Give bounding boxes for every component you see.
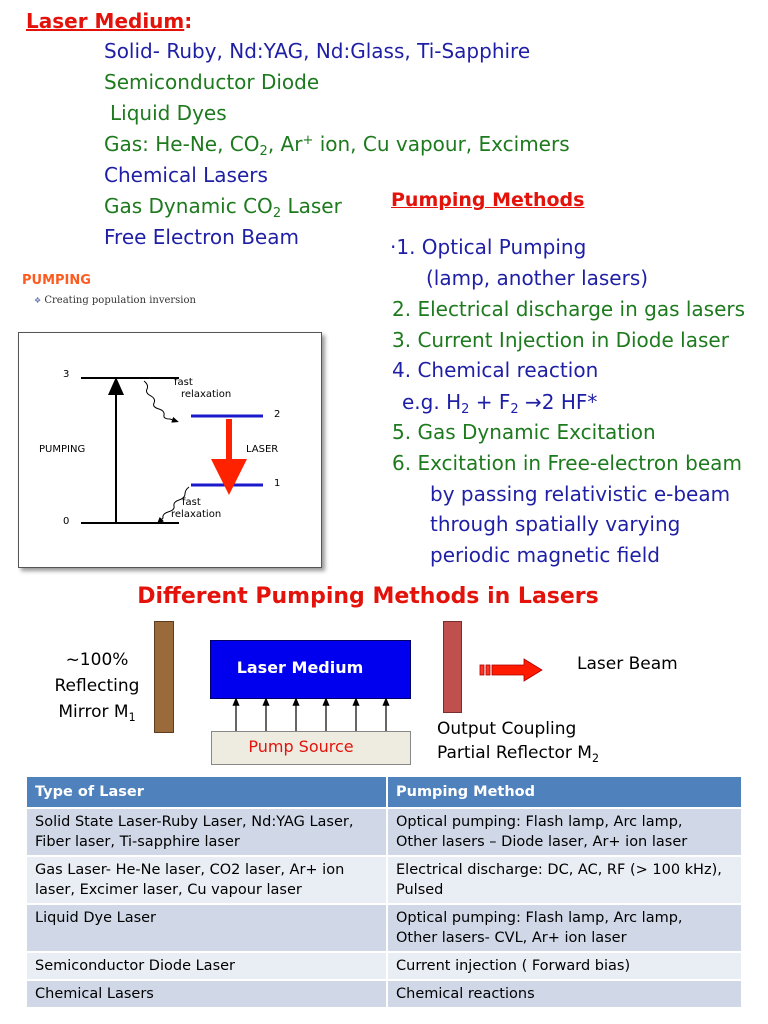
table-row bbox=[27, 953, 741, 979]
table-cell-type: Liquid Dye Laser bbox=[27, 905, 386, 951]
pumping-item-2: 2. Electrical discharge in gas lasers bbox=[392, 297, 746, 321]
level-0-label: 0 bbox=[63, 516, 70, 527]
table-cell-method: Optical pumping: Flash lamp, Arc lamp, Other lasers- CVL, Ar+ ion laser bbox=[388, 905, 741, 951]
table-cell-type: Solid State Laser-Ruby Laser, Nd:YAG Laser, Fiber laser, Ti-sapphire laser bbox=[27, 809, 386, 855]
energy-level-diagram bbox=[18, 332, 322, 568]
laser-medium-box-label: Laser Medium bbox=[236, 658, 364, 677]
medium-gas-dynamic: Gas Dynamic $CO_2$ Laser bbox=[104, 194, 342, 221]
table-row bbox=[27, 905, 741, 951]
table-cell-method: Chemical reactions bbox=[388, 981, 741, 1007]
pumping-methods-heading: Pumping Methods bbox=[391, 189, 585, 211]
fast-relaxation-bottom: fast relaxation bbox=[171, 497, 222, 520]
table-row bbox=[27, 809, 741, 855]
mirror-m1-label: ~100% Reflecting Mirror $M_1$ bbox=[54, 650, 140, 724]
table-header-type: Type of Laser bbox=[27, 777, 386, 807]
medium-chemical: Chemical Lasers bbox=[104, 163, 268, 187]
mirror-m1 bbox=[154, 621, 174, 733]
pumping-item-6-line2: by passing relativistic e-beam bbox=[430, 482, 731, 506]
mirror-m2 bbox=[443, 621, 462, 713]
pumping-item-1-detail: (lamp, another lasers) bbox=[426, 266, 649, 290]
laser-pumping-table bbox=[25, 775, 743, 1009]
pumping-label: PUMPING bbox=[39, 444, 86, 455]
pumping-item-6-line3: through spatially varying bbox=[430, 512, 681, 536]
table-cell-type: Semiconductor Diode Laser bbox=[27, 953, 386, 979]
pumping-item-4-example: e.g. $H_2 + F_2 \to 2$ HF* bbox=[402, 390, 598, 417]
medium-free-electron: Free Electron Beam bbox=[104, 225, 299, 249]
pump-arrows bbox=[210, 697, 410, 733]
table-cell-type: Gas Laser- He-Ne laser, CO2 laser, Ar+ ion laser, Excimer laser, Cu vapour laser bbox=[27, 857, 386, 903]
pumping-item-1: ·1. Optical Pumping bbox=[390, 235, 587, 259]
table-header-row bbox=[27, 777, 741, 807]
level-2-label: 2 bbox=[274, 409, 281, 420]
laser-label: LASER bbox=[246, 444, 279, 455]
pumping-item-6: 6. Excitation in Free-electron beam bbox=[392, 451, 742, 475]
pumping-panel-bullet: ❖ Creating population inversion bbox=[34, 295, 196, 306]
pumping-item-4: 4. Chemical reaction bbox=[392, 358, 599, 382]
pumping-panel-title: PUMPING bbox=[22, 273, 91, 288]
medium-liquid: Liquid Dyes bbox=[110, 101, 227, 125]
pumping-item-3: 3. Current Injection in Diode laser bbox=[392, 328, 729, 352]
level-1-label: 1 bbox=[274, 478, 281, 489]
table-header-method: Pumping Method bbox=[388, 777, 741, 807]
pumping-item-6-line4: periodic magnetic field bbox=[430, 543, 660, 567]
table-cell-type: Chemical Lasers bbox=[27, 981, 386, 1007]
table-cell-method: Optical pumping: Flash lamp, Arc lamp, Other lasers – Diode laser, Ar+ ion laser bbox=[388, 809, 741, 855]
laser-beam-arrow bbox=[478, 657, 548, 683]
level-3-label: 3 bbox=[63, 369, 70, 380]
table-row bbox=[27, 857, 741, 903]
schematic-title: Different Pumping Methods in Lasers bbox=[137, 584, 599, 609]
table-cell-method: Electrical discharge: DC, AC, RF (> 100 kHz), Pulsed bbox=[388, 857, 741, 903]
laser-beam-label: Laser Beam bbox=[577, 654, 678, 674]
medium-semiconductor: Semiconductor Diode bbox=[104, 70, 320, 94]
pump-source-label: Pump Source bbox=[248, 737, 354, 756]
fast-relaxation-top: fast relaxation bbox=[174, 377, 232, 400]
medium-solid: Solid- Ruby, Nd:YAG, Nd:Glass, Ti-Sapphire bbox=[104, 39, 531, 63]
diamond-bullet-icon: ❖ bbox=[34, 296, 42, 305]
laser-medium-heading: Laser Medium: bbox=[26, 9, 193, 33]
table-cell-method: Current injection ( Forward bias) bbox=[388, 953, 741, 979]
medium-gas: Gas: He-Ne, $CO_2$, Ar+ ion, Cu vapour, Excimers bbox=[104, 132, 570, 159]
output-coupling-label: Output Coupling Partial Reflector $M_2$ bbox=[437, 719, 600, 765]
pumping-item-5: 5. Gas Dynamic Excitation bbox=[392, 420, 656, 444]
table-row bbox=[27, 981, 741, 1007]
